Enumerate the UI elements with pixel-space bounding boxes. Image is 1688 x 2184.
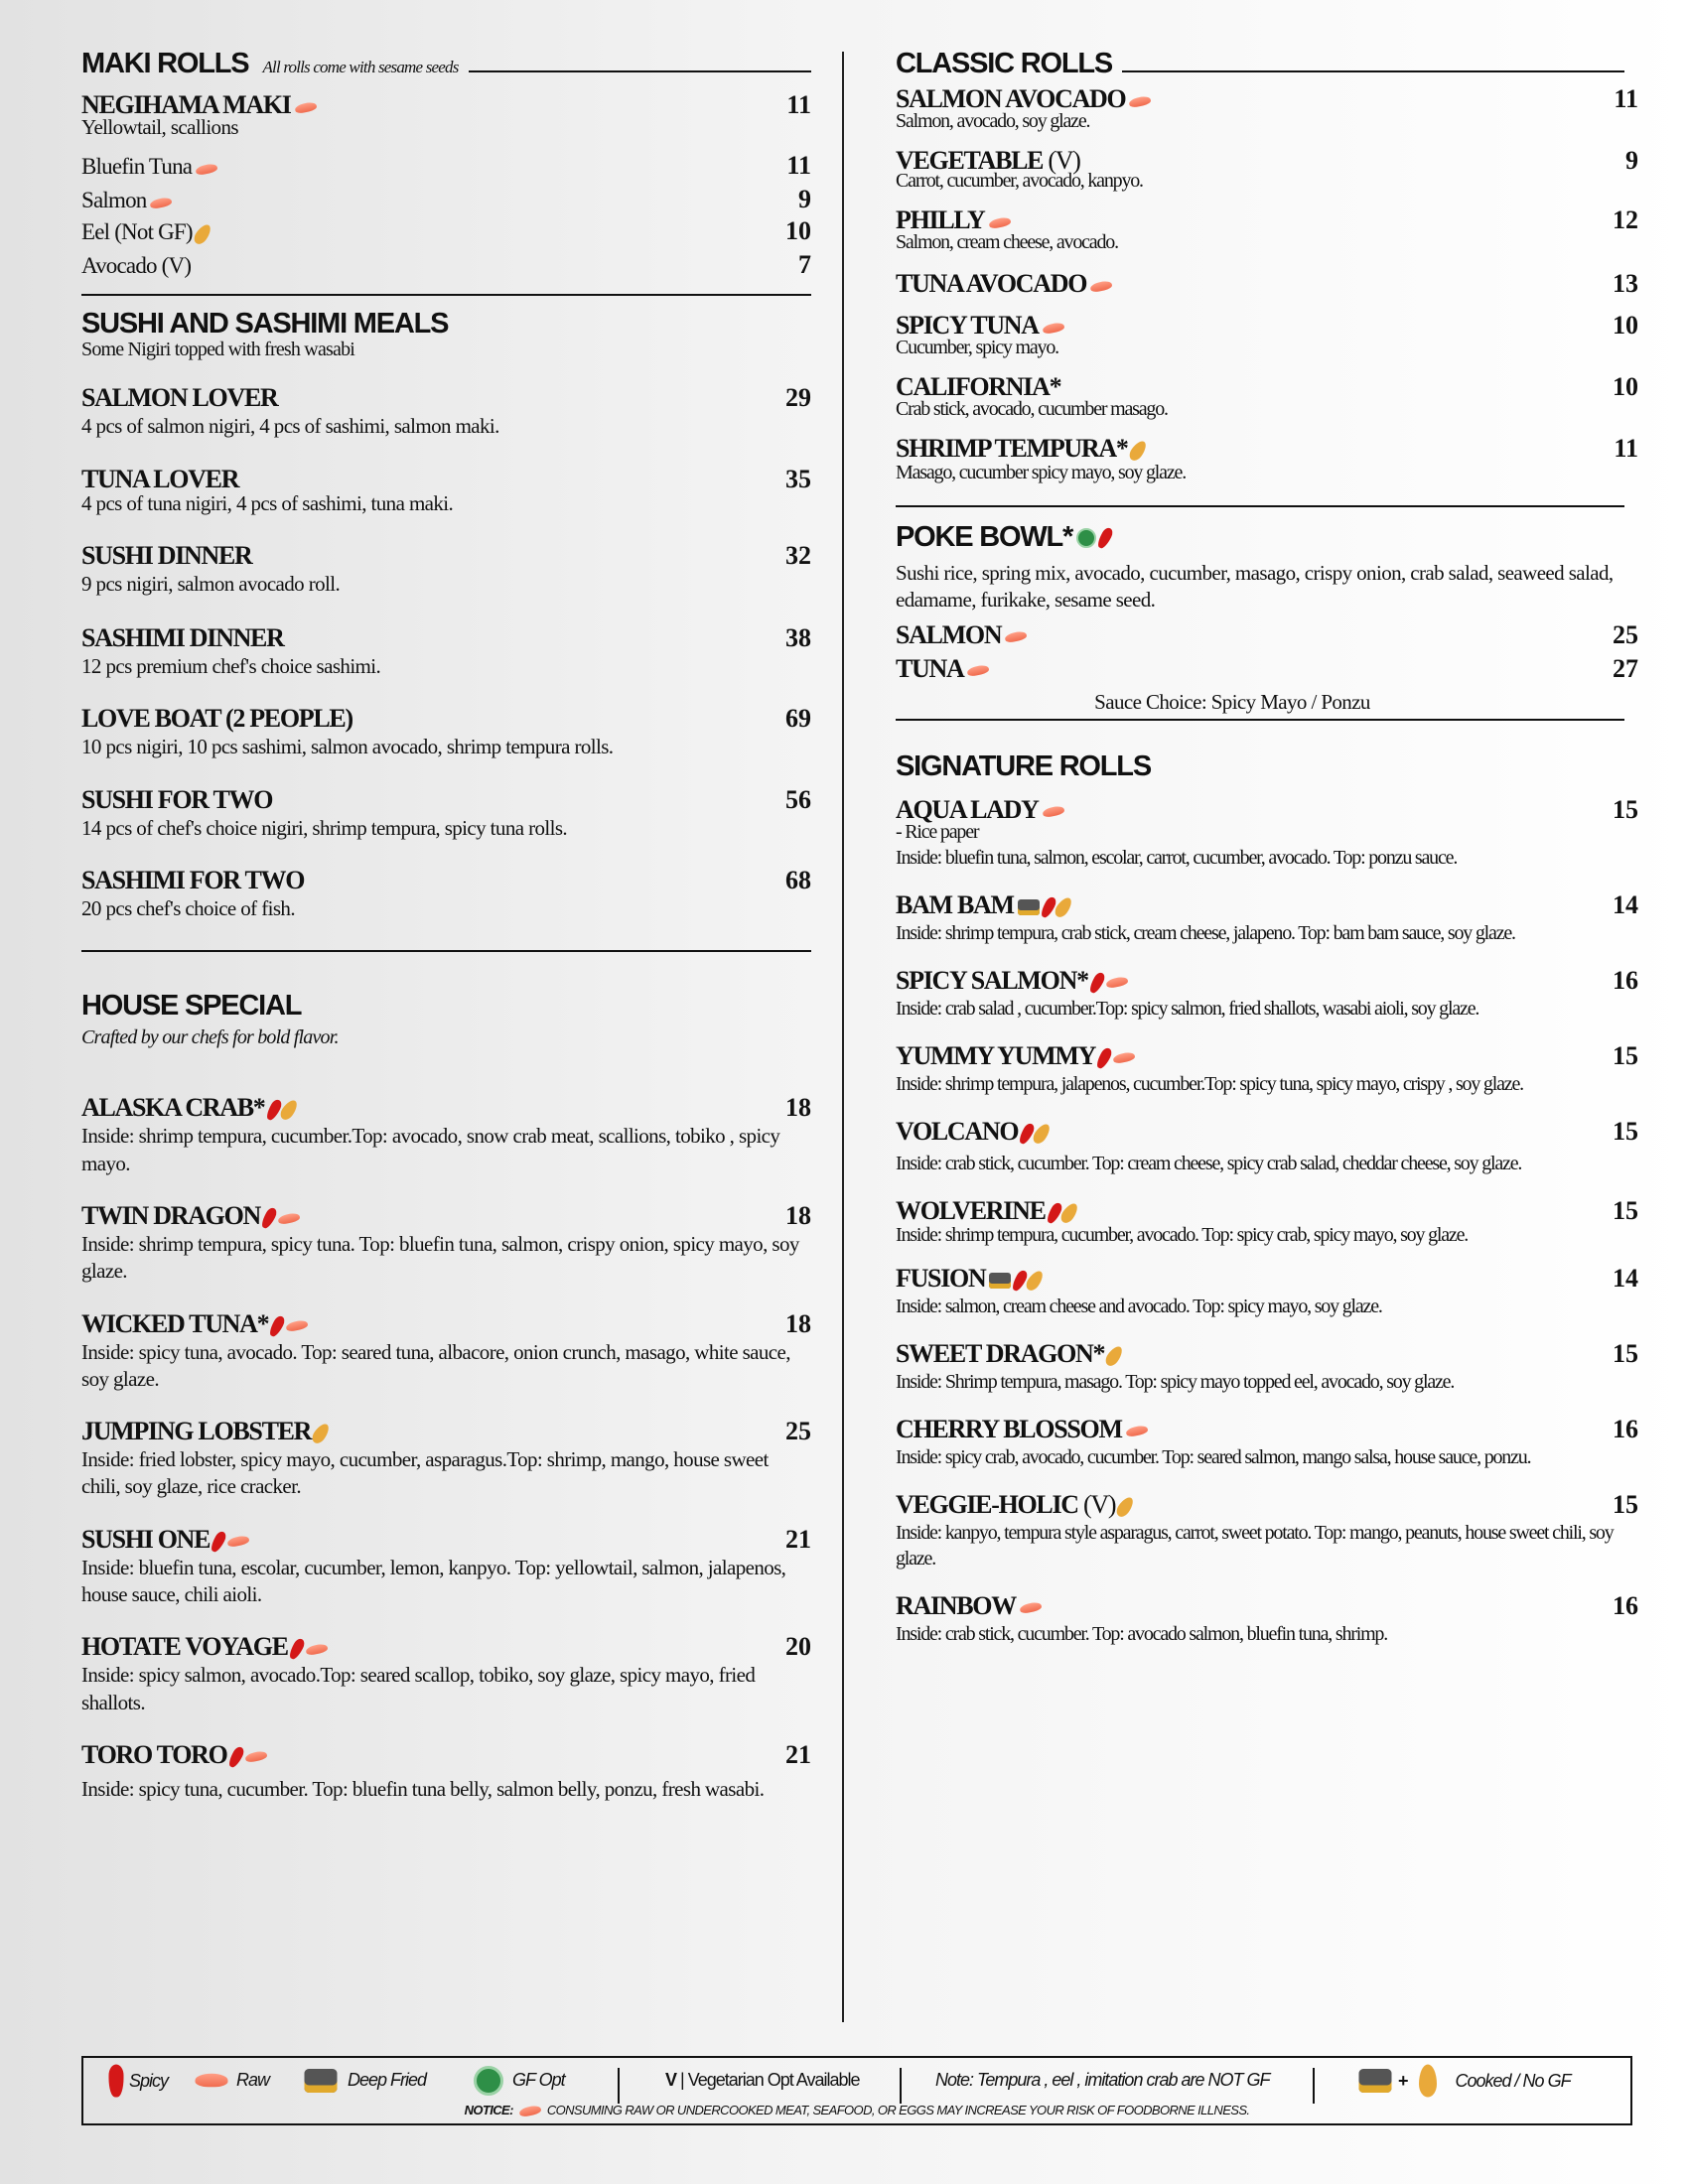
- raw-icon: [244, 1750, 267, 1763]
- item-name: SPICY SALMON*: [896, 966, 1128, 996]
- menu-item: [896, 1591, 1638, 1647]
- item-price: 15: [1613, 1489, 1638, 1519]
- item-name: TUNA LOVER: [81, 464, 239, 493]
- item-price: 21: [785, 1739, 811, 1769]
- menu-item: [81, 1740, 811, 1803]
- item-name: SHRIMP TEMPURA*: [896, 434, 1144, 464]
- spicy-icon: [1096, 526, 1115, 550]
- legend-separator: [1313, 2068, 1315, 2104]
- item-name: SWEET DRAGON*: [896, 1339, 1120, 1369]
- menu-item: [896, 205, 1638, 255]
- raw-icon: [196, 2074, 228, 2088]
- item-name: PHILLY: [896, 205, 1011, 235]
- divider: [896, 719, 1624, 721]
- item-price: 35: [785, 464, 811, 493]
- raw-icon: [226, 1535, 249, 1548]
- deep-fried-icon: [1359, 2069, 1392, 2093]
- sauce-choice: Sauce Choice: Spicy Mayo / Ponzu: [1094, 689, 1370, 714]
- item-price: 69: [785, 704, 811, 734]
- section-title: SUSHI AND SASHIMI MEALS: [81, 308, 449, 341]
- item-name: AQUA LADY: [896, 795, 1064, 825]
- item-desc: Inside: crab salad , cucumber.Top: spicy salmon, fried shallots, wasabi aioli, soy glaze.: [896, 997, 1479, 1020]
- raw-icon: [294, 100, 317, 113]
- item-name: VEGGIE-HOLIC (V): [896, 1490, 1131, 1520]
- raw-icon: [1019, 1601, 1042, 1614]
- menu-item: [896, 1196, 1638, 1248]
- item-price: 9: [1625, 146, 1638, 175]
- left-column: [81, 48, 811, 1803]
- item-price: 11: [786, 151, 811, 181]
- item-name: HOTATE VOYAGE: [81, 1632, 328, 1662]
- legend-cooked: + Cooked / No GF: [1364, 2070, 1571, 2092]
- item-price: 16: [1613, 1414, 1638, 1443]
- item-name: CHERRY BLOSSOM: [896, 1415, 1148, 1444]
- item-name: VEGETABLE (V): [896, 146, 1080, 175]
- item-name: TUNA: [896, 654, 989, 684]
- raw-icon: [988, 215, 1011, 228]
- menu-item: [896, 372, 1638, 422]
- item-desc: Inside: fried lobster, spicy mayo, cucumber, asparagus.Top: shrimp, mango, house sweet chili, soy glaze, rice cracker.: [81, 1447, 769, 1499]
- menu-item: [81, 866, 811, 922]
- item-name: SPICY TUNA: [896, 311, 1064, 341]
- item-name: ALASKA CRAB*: [81, 1093, 295, 1123]
- section-title: POKE BOWL*: [896, 521, 1638, 554]
- item-name: TORO TORO: [81, 1740, 267, 1770]
- menu-item: [81, 90, 811, 141]
- item-name: WICKED TUNA*: [81, 1309, 308, 1339]
- section-poke: [896, 521, 1638, 715]
- raw-icon: [150, 196, 173, 208]
- item-desc: Inside: spicy tuna, cucumber. Top: bluefin tuna belly, salmon belly, ponzu, fresh wasabi.: [81, 1776, 765, 1801]
- item-price: 10: [1613, 372, 1638, 401]
- item-name: SALMON AVOCADO: [896, 84, 1151, 114]
- item-desc: 4 pcs of salmon nigiri, 4 pcs of sashimi, salmon maki.: [81, 414, 499, 439]
- item-desc: Crab stick, avocado, cucumber masago.: [896, 398, 1168, 420]
- item-desc: 20 pcs chef's choice of fish.: [81, 896, 295, 921]
- item-name: Eel (Not GF): [81, 219, 209, 245]
- item-name: FUSION: [896, 1264, 1041, 1294]
- menu-item: [81, 1309, 811, 1394]
- section-house: [81, 990, 811, 1803]
- item-price: 27: [1613, 653, 1638, 683]
- item-desc: Inside: crab stick, cucumber. Top: avocado salmon, bluefin tuna, shrimp.: [896, 1622, 1388, 1645]
- section-desc: Sushi rice, spring mix, avocado, cucumber, masago, crispy onion, crab salad, seaweed salad, edamame, furikake, sesame seed.: [896, 561, 1614, 613]
- item-price: 11: [1614, 84, 1638, 113]
- item-price: 10: [785, 216, 811, 246]
- item-name: JUMPING LOBSTER: [81, 1417, 327, 1446]
- menu-item: [896, 1339, 1638, 1395]
- section-note: All rolls come with sesame seeds: [262, 58, 459, 76]
- item-name: SUSHI FOR TWO: [81, 784, 273, 814]
- item-price: 14: [1613, 889, 1638, 919]
- section-title: HOUSE SPECIAL: [81, 990, 302, 1023]
- item-price: 11: [786, 90, 811, 119]
- raw-icon: [1112, 1051, 1135, 1064]
- section-classic: [896, 48, 1638, 485]
- legend-separator: [900, 2068, 902, 2104]
- menu-item: [81, 1093, 811, 1177]
- shrimp-icon: [1024, 1268, 1046, 1293]
- raw-icon: [1042, 805, 1064, 818]
- legend-raw: Raw: [201, 2070, 269, 2091]
- raw-icon: [967, 664, 990, 677]
- item-desc: 14 pcs of chef's choice nigiri, shrimp tempura, spicy tuna rolls.: [81, 815, 568, 840]
- menu-item: [81, 216, 811, 246]
- raw-icon: [305, 1643, 328, 1656]
- item-name: YUMMY YUMMY: [896, 1041, 1135, 1071]
- item-name: SALMON LOVER: [81, 383, 278, 413]
- item-desc: Inside: shrimp tempura, cucumber.Top: avocado, snow crab meat, scallions, tobiko , spicy mayo.: [81, 1124, 780, 1175]
- menu-item: [81, 704, 811, 760]
- raw-icon: [195, 162, 217, 175]
- item-desc: 9 pcs nigiri, salmon avocado roll.: [81, 571, 341, 596]
- menu-item: [896, 1041, 1638, 1097]
- section-title: SIGNATURE ROLLS: [896, 750, 1151, 782]
- item-price: 32: [785, 540, 811, 570]
- menu-item: [896, 1415, 1638, 1470]
- item-desc: Inside: crab stick, cucumber. Top: cream cheese, spicy crab salad, cheddar cheese, soy glaze.: [896, 1152, 1522, 1174]
- item-price: 68: [785, 866, 811, 895]
- section-signature: [896, 751, 1638, 1647]
- item-price: 15: [1613, 1195, 1638, 1225]
- item-desc: Inside: bluefin tuna, escolar, cucumber, lemon, kanpyo. Top: yellowtail, salmon, jalapenos, house sauce, chili aioli.: [81, 1555, 786, 1607]
- menu-item: [896, 620, 1638, 650]
- item-name: WOLVERINE: [896, 1196, 1075, 1226]
- legend-vegetarian: V | Vegetarian Opt Available: [665, 2070, 860, 2090]
- item-price: 56: [785, 784, 811, 814]
- legend-fried: Deep Fried: [310, 2070, 426, 2091]
- item-desc: Salmon, cream cheese, avocado.: [896, 231, 1118, 253]
- item-price: 9: [798, 185, 811, 214]
- legend-separator: [618, 2068, 620, 2104]
- item-price: 29: [785, 383, 811, 413]
- item-price: 25: [785, 1417, 811, 1446]
- item-price: 14: [1613, 1263, 1638, 1293]
- section-header: [896, 48, 1638, 80]
- item-desc: Masago, cucumber spicy mayo, soy glaze.: [896, 462, 1186, 483]
- item-desc: Inside: bluefin tuna, salmon, escolar, carrot, cucumber, avocado. Top: ponzu sauce.: [896, 846, 1458, 869]
- shrimp-icon: [1114, 1494, 1136, 1519]
- menu-item: [896, 311, 1638, 360]
- legend-gf: GF Opt: [479, 2070, 565, 2091]
- menu-item: [81, 250, 811, 280]
- item-name: VOLCANO: [896, 1117, 1048, 1147]
- menu-item: [896, 1117, 1638, 1176]
- gf-icon: [1076, 528, 1096, 548]
- menu-item: [896, 654, 1638, 684]
- menu-item: [81, 1632, 811, 1716]
- item-desc: Inside: shrimp tempura, cucumber, avocado. Top: spicy crab, spicy mayo, soy glaze.: [896, 1223, 1469, 1246]
- item-price: 18: [785, 1093, 811, 1123]
- item-desc: Carrot, cucumber, avocado, kanpyo.: [896, 170, 1143, 192]
- item-desc: Inside: kanpyo, tempura style asparagus, carrot, sweet potato. Top: mango, peanuts, house sweet chili, soy glaze.: [896, 1521, 1614, 1570]
- divider: [81, 294, 811, 296]
- item-price: 15: [1613, 1040, 1638, 1070]
- raw-icon: [1125, 1425, 1148, 1437]
- item-name: LOVE BOAT (2 PEOPLE): [81, 704, 352, 734]
- item-desc: Inside: spicy crab, avocado, cucumber. Top: seared salmon, mango salsa, house sauce, ponzu.: [896, 1445, 1531, 1468]
- shrimp-icon: [1419, 2065, 1437, 2098]
- legend-note: Note: Tempura , eel , imitation crab are NOT GF: [935, 2070, 1270, 2090]
- spicy-icon: [109, 2065, 124, 2098]
- spicy-icon: [1095, 1046, 1114, 1070]
- section-rule: [1122, 70, 1624, 72]
- item-price: 11: [1614, 434, 1638, 463]
- menu-item: [81, 1417, 811, 1501]
- item-desc: Inside: shrimp tempura, crab stick, cream cheese, jalapeno. Top: bam bam sauce, soy glaze.: [896, 921, 1515, 944]
- notice-text: NOTICE: CONSUMING RAW OR UNDERCOOKED MEAT, SEAFOOD, OR EGGS MAY INCREASE YOUR RISK OF FOODBORNE ILLNESS.: [464, 2103, 1250, 2117]
- item-price: 16: [1613, 1590, 1638, 1620]
- raw-icon: [286, 1319, 309, 1332]
- spicy-icon: [226, 1745, 245, 1769]
- item-price: 10: [1613, 311, 1638, 340]
- divider: [896, 505, 1624, 507]
- right-column: [896, 48, 1638, 1647]
- item-price: 18: [785, 1200, 811, 1230]
- item-name: Avocado (V): [81, 253, 192, 279]
- item-name: NEGIHAMA MAKI: [81, 90, 317, 120]
- menu-item: [896, 434, 1638, 485]
- menu-item: [81, 383, 811, 440]
- menu-item: [81, 541, 811, 598]
- menu-item: [896, 966, 1638, 1022]
- section-header: [81, 48, 811, 80]
- shrimp-icon: [1031, 1121, 1053, 1146]
- item-desc: Cucumber, spicy mayo.: [896, 337, 1058, 358]
- item-name: BAM BAM: [896, 890, 1069, 920]
- item-price: 13: [1613, 269, 1638, 298]
- menu-item: [896, 1490, 1638, 1571]
- item-name: Bluefin Tuna: [81, 154, 217, 180]
- section-title: MAKI ROLLS: [81, 48, 249, 79]
- raw-icon: [1089, 279, 1112, 292]
- item-name: TUNA AVOCADO: [896, 269, 1112, 299]
- menu-item: [81, 465, 811, 517]
- item-desc: Inside: Shrimp tempura, masago. Top: spicy mayo topped eel, avocado, soy glaze.: [896, 1370, 1455, 1393]
- raw-icon: [1042, 321, 1064, 334]
- spicy-icon: [268, 1314, 287, 1338]
- shrimp-icon: [310, 1422, 332, 1446]
- spicy-icon: [259, 1206, 278, 1230]
- menu-item: [896, 1264, 1638, 1319]
- menu-item: [896, 795, 1638, 871]
- section-desc: Some Nigiri topped with fresh wasabi: [81, 339, 355, 361]
- item-name: SASHIMI FOR TWO: [81, 866, 305, 895]
- item-desc: Inside: salmon, cream cheese and avocado. Top: spicy mayo, soy glaze.: [896, 1295, 1382, 1317]
- item-name: SUSHI DINNER: [81, 540, 252, 570]
- item-price: 15: [1613, 1116, 1638, 1146]
- deep-fried-icon: [989, 1273, 1011, 1289]
- item-name: SASHIMI DINNER: [81, 623, 284, 653]
- divider: [81, 950, 811, 952]
- spicy-icon: [287, 1637, 306, 1661]
- spicy-icon: [1087, 971, 1106, 995]
- item-price: 25: [1613, 619, 1638, 649]
- item-desc: Salmon, avocado, soy glaze.: [896, 110, 1090, 132]
- raw-icon: [518, 2105, 541, 2117]
- column-divider: [842, 52, 844, 2022]
- item-desc: Inside: shrimp tempura, spicy tuna. Top: bluefin tuna, salmon, crispy onion, spicy mayo, soy glaze.: [81, 1231, 799, 1284]
- item-price: 12: [1613, 205, 1638, 234]
- item-desc: Inside: spicy tuna, avocado. Top: seared tuna, albacore, onion crunch, masago, white sauce, soy glaze.: [81, 1339, 790, 1391]
- shrimp-icon: [192, 222, 213, 247]
- menu-item: [81, 623, 811, 680]
- item-desc: Inside: spicy salmon, avocado.Top: seared scallop, tobiko, soy glaze, spicy mayo, fried shallots.: [81, 1663, 756, 1714]
- deep-fried-icon: [1018, 899, 1040, 915]
- section-meals: [81, 308, 811, 922]
- item-price: 15: [1613, 794, 1638, 824]
- item-price: 21: [785, 1524, 811, 1554]
- item-desc: Inside: shrimp tempura, jalapenos, cucumber.Top: spicy tuna, spicy mayo, crispy , soy glaze.: [896, 1072, 1523, 1095]
- item-price: 38: [785, 623, 811, 653]
- menu-item: [81, 151, 811, 181]
- raw-icon: [277, 1211, 300, 1224]
- deep-fried-icon: [305, 2069, 338, 2093]
- raw-icon: [1129, 94, 1152, 107]
- item-name: SALMON: [896, 620, 1027, 650]
- section-rule: [469, 70, 811, 72]
- menu-item: [81, 785, 811, 842]
- item-price: 16: [1613, 965, 1638, 995]
- gf-icon: [474, 2066, 503, 2096]
- item-name: Salmon: [81, 188, 172, 213]
- item-sub: - Rice paper: [896, 820, 979, 843]
- raw-icon: [1105, 976, 1128, 989]
- menu-item: [896, 890, 1638, 946]
- raw-icon: [1005, 630, 1028, 643]
- shrimp-icon: [1103, 1343, 1125, 1368]
- section-desc: Crafted by our chefs for bold flavor.: [81, 1026, 339, 1049]
- item-name: CALIFORNIA*: [896, 372, 1061, 401]
- menu-item: [81, 185, 811, 214]
- menu-item: [896, 269, 1638, 299]
- item-desc: Yellowtail, scallions: [81, 115, 238, 139]
- item-desc: 12 pcs premium chef's choice sashimi.: [81, 654, 381, 679]
- legend-box: [81, 2056, 1632, 2125]
- section-title: CLASSIC ROLLS: [896, 48, 1113, 79]
- menu-item: [896, 146, 1638, 194]
- item-desc: 10 pcs nigiri, 10 pcs sashimi, salmon avocado, shrimp tempura rolls.: [81, 735, 614, 759]
- menu-item: [896, 84, 1638, 134]
- item-price: 15: [1613, 1338, 1638, 1368]
- menu-item: [81, 1201, 811, 1286]
- menu-item: [81, 1525, 811, 1609]
- item-name: RAINBOW: [896, 1591, 1042, 1621]
- legend-spicy: Spicy: [111, 2070, 168, 2092]
- item-name: SUSHI ONE: [81, 1525, 249, 1555]
- item-desc: 4 pcs of tuna nigiri, 4 pcs of sashimi, tuna maki.: [81, 490, 454, 515]
- spicy-icon: [210, 1530, 228, 1554]
- item-price: 20: [785, 1632, 811, 1662]
- item-price: 7: [798, 250, 811, 280]
- item-price: 18: [785, 1308, 811, 1338]
- section-maki: [81, 48, 811, 280]
- item-name: TWIN DRAGON: [81, 1201, 300, 1231]
